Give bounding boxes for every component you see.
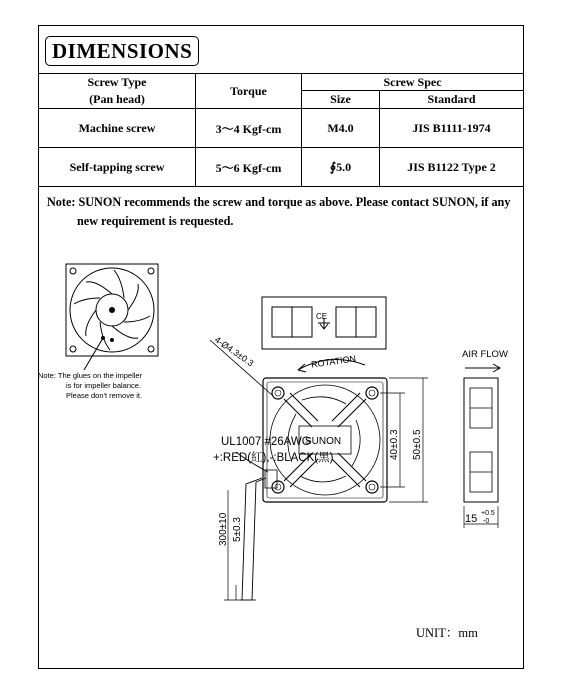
ce-mark: CE: [316, 312, 328, 321]
side-view-body: [464, 378, 498, 502]
thickness-dim: 15: [465, 513, 478, 525]
mount-hole: [272, 481, 284, 493]
cell-torque: 3～4 Kgf-cm: [196, 109, 302, 148]
cell-type: Self-tapping screw: [39, 148, 196, 187]
small-fan-blade: [124, 316, 150, 322]
lead-length-dim: 300±10: [218, 512, 229, 546]
blade: [352, 420, 360, 466]
cell-size: M4.0: [302, 109, 380, 148]
brand-label: SUNON: [305, 436, 342, 447]
wire-colors: +:RED(紅),-:BLACK(黑): [213, 452, 334, 464]
header-screw-type: Screw Type: [39, 74, 196, 91]
mount-hole: [366, 387, 378, 399]
small-fan-center: [110, 308, 115, 313]
cell-type: Machine screw: [39, 109, 196, 148]
hole-spec-label: 4-Ø4.3±0.3: [212, 334, 256, 369]
header-pan-head: (Pan head): [39, 91, 196, 109]
header-screw-spec: Screw Spec: [302, 74, 524, 91]
small-fan-front-view: [66, 264, 158, 370]
small-fan-blade: [86, 282, 112, 294]
rotation-label: ROTATION: [310, 353, 357, 370]
glue-note-2: is for impeller balance.: [66, 381, 142, 390]
small-fan-blade: [114, 270, 124, 298]
small-fan-blade: [100, 322, 110, 350]
small-fan-blade: [74, 298, 100, 304]
note-line-1: Note: SUNON recommends the screw and torque as above. Please contact SUNON, if any: [47, 195, 511, 209]
small-fan-hole: [148, 268, 154, 274]
unit-label: UNIT：mm: [416, 626, 478, 640]
small-fan-hole: [148, 346, 154, 352]
lead-wires: [224, 452, 268, 600]
air-flow-label: AIR FLOW: [462, 349, 508, 360]
dimensions-title: DIMENSIONS: [45, 36, 199, 66]
mount-hole: [366, 481, 378, 493]
strip-length-dim: 5±0.3: [232, 517, 243, 542]
wire-spec: UL1007 #26AWG: [221, 436, 311, 448]
small-fan-blade: [128, 284, 138, 310]
side-view: [464, 364, 500, 528]
cell-size: ∮5.0: [302, 148, 380, 187]
thickness-tol-plus: +0.5: [481, 510, 495, 517]
note-line-2: new requirement is requested.: [77, 214, 234, 228]
small-fan-hole: [70, 346, 76, 352]
header-standard: Standard: [380, 91, 524, 109]
hole-pitch-dim: 40±0.3: [389, 429, 400, 460]
cell-standard: JIS B1122 Type 2: [380, 148, 524, 187]
blade: [300, 476, 346, 482]
cell-torque: 5～6 Kgf-cm: [196, 148, 302, 187]
cell-standard: JIS B1111-1974: [380, 109, 524, 148]
small-fan-blade: [86, 310, 96, 336]
glue-note-3: Please don't remove it.: [66, 391, 143, 400]
thickness-tol-minus: -0: [483, 518, 490, 525]
glue-leader-line: [84, 338, 103, 370]
label-view: [262, 297, 386, 349]
glue-note-1: Note: The glues on the impeller: [38, 371, 143, 380]
small-fan-hole: [70, 268, 76, 274]
glue-dot: [111, 339, 114, 342]
header-size: Size: [302, 91, 380, 109]
header-torque: Torque: [196, 74, 302, 109]
blade: [302, 397, 346, 404]
small-fan-blade: [112, 326, 138, 338]
width-dim: 50±0.5: [412, 429, 423, 460]
mount-hole: [272, 387, 284, 399]
